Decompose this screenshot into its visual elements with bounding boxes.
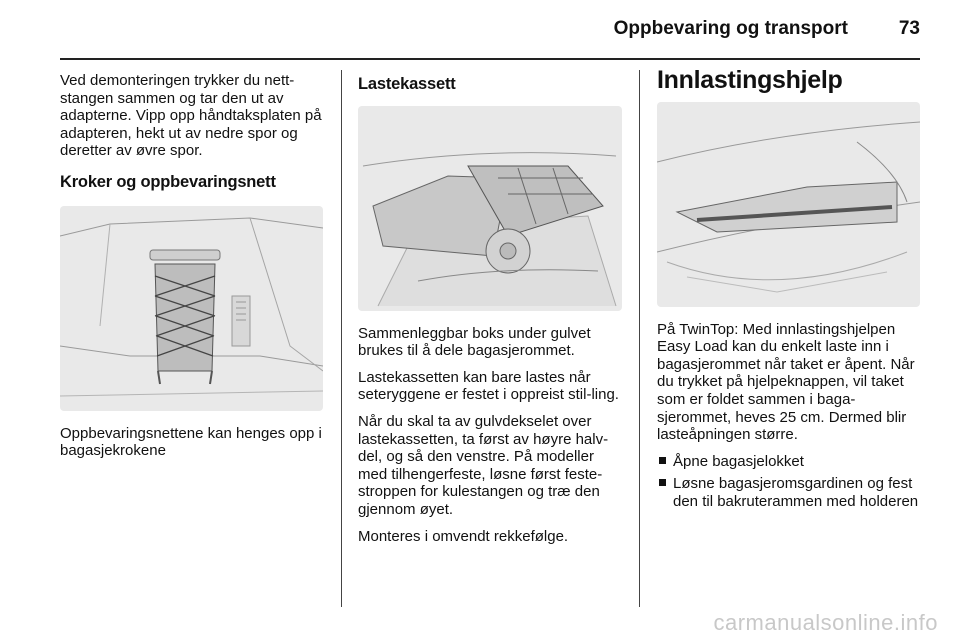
section-heading-hooks: Kroker og oppbevaringsnett: [60, 172, 276, 191]
header-divider: [60, 58, 920, 60]
column-divider-left: [341, 70, 342, 607]
illustration-caption: Oppbevaringsnettene kan henges opp i bagasjekrokene: [60, 424, 322, 460]
right-column: [657, 66, 923, 516]
easy-load-paragraph: På TwinTop: Med innlastingshjelpen Easy Load kan du enkelt laste inn i bagasjerommet når taket er åpent. Når du trykket på hjelpeknappen, vil taket som er foldet sammen i baga-sjerommet, heves 25 cm. Dermed blir lasteåpningen større.: [657, 320, 915, 444]
watermark: carmanualsonline.info: [713, 610, 938, 635]
page-number: 73: [898, 18, 920, 39]
left-column: [60, 72, 325, 469]
instruction-list: [657, 453, 923, 511]
page-title: Oppbevaring og transport: [613, 18, 848, 39]
column-divider-right: [639, 70, 640, 607]
list-item: Løsne bagasjeromsgardinen og fest den til bakruterammen med holderen: [657, 475, 923, 510]
list-item: Åpne bagasjelokket: [657, 453, 923, 471]
paragraph-1: Sammenleggbar boks under gulvet brukes til å dele bagasjerommet.: [358, 324, 591, 360]
square-bullet-icon: [659, 457, 666, 464]
intro-paragraph: Ved demonteringen trykker du nett-stangen sammen og tar den ut av adapterne. Vipp opp håndtaksplaten på adapteren, hekt ut av nedre spor og deretter av øvre spor.: [60, 72, 322, 160]
middle-column: [358, 72, 624, 554]
easy-load-illustration: [657, 102, 920, 307]
square-bullet-icon: [659, 479, 666, 486]
paragraph-2: Lastekassetten kan bare lastes når seteryggene er festet i oppreist stil-ling.: [358, 368, 619, 404]
paragraph-4: Monteres i omvendt rekkefølge.: [358, 527, 569, 545]
section-heading-cargo-box: Lastekassett: [358, 75, 456, 93]
paragraph-3: Når du skal ta av gulvdekselet over lastekassetten, ta først av høyre halv-del, og så den venstre. På modeller med tilhengerfeste, løsne først feste-stroppen for kulestangen og træ den gjennom øyet.: [358, 412, 609, 518]
cargo-box-illustration: [358, 106, 622, 311]
storage-net-illustration: [60, 206, 323, 411]
section-heading-loading-aid: Innlastingshjelp: [657, 66, 843, 94]
